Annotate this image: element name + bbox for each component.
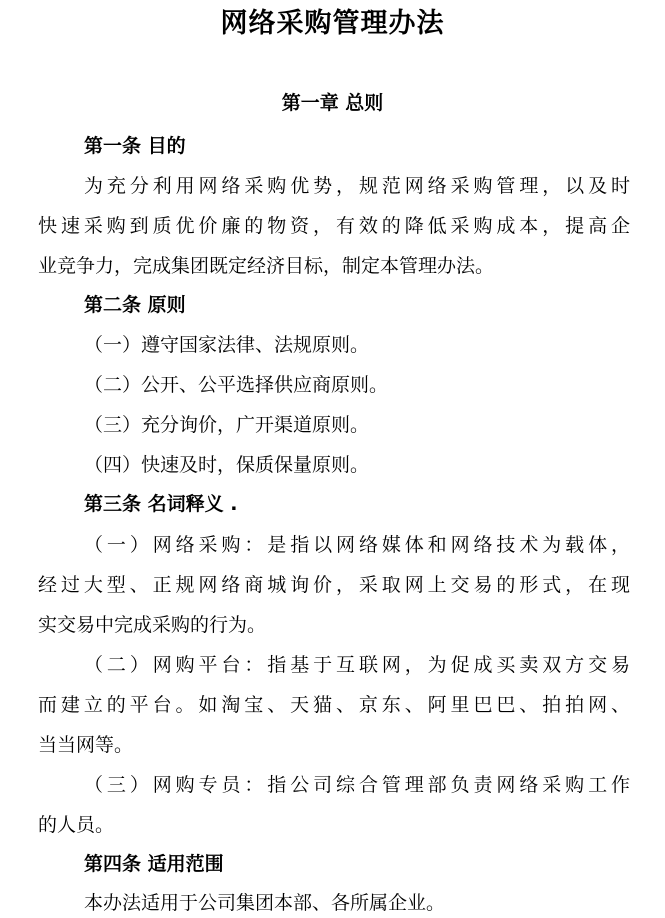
definition-3-line-2: 的人员。 [38, 814, 115, 836]
principle-item-1: （一）遵守国家法律、法规原则。 [84, 334, 370, 356]
chapter-title: 第一章 总则 [281, 92, 384, 114]
principle-item-3: （三）充分询价，广开渠道原则。 [84, 414, 370, 436]
definition-3-line-1: （三）网购专员：指公司综合管理部负责网络采购工作 [84, 774, 630, 796]
definition-2-line-3: 当当网等。 [38, 734, 134, 756]
definition-2-line-2: 而建立的平台。如淘宝、天猫、京东、阿里巴巴、拍拍网、 [38, 694, 630, 716]
scope-line-1: 本办法适用于公司集团本部、各所属企业。 [84, 892, 446, 914]
article-2-heading: 第二条 原则 [84, 294, 186, 316]
article-4-heading: 第四条 适用范围 [84, 853, 224, 875]
definition-1-line-2: 经过大型、正规网络商城询价，采取网上交易的形式，在现 [38, 574, 630, 596]
principle-item-2: （二）公开、公平选择供应商原则。 [84, 374, 389, 396]
article-1-line-1: 为充分利用网络采购优势，规范网络采购管理，以及时 [84, 175, 630, 197]
definition-2-line-1: （二）网购平台：指基于互联网，为促成买卖双方交易 [84, 654, 630, 676]
principle-item-4: （四）快速及时，保质保量原则。 [84, 454, 370, 476]
article-3-heading: 第三条 名词释义 . [84, 493, 238, 515]
article-1-line-2: 快速采购到质优价廉的物资，有效的降低采购成本，提高企 [38, 215, 630, 237]
article-1-heading: 第一条 目的 [84, 135, 186, 157]
definition-1-line-1: （一）网络采购：是指以网络媒体和网络技术为载体， [84, 534, 630, 556]
article-1-line-3: 业竞争力，完成集团既定经济目标，制定本管理办法。 [38, 255, 495, 277]
document-title: 网络采购管理办法 [220, 8, 445, 39]
definition-1-line-3: 实交易中完成采购的行为。 [38, 614, 267, 636]
